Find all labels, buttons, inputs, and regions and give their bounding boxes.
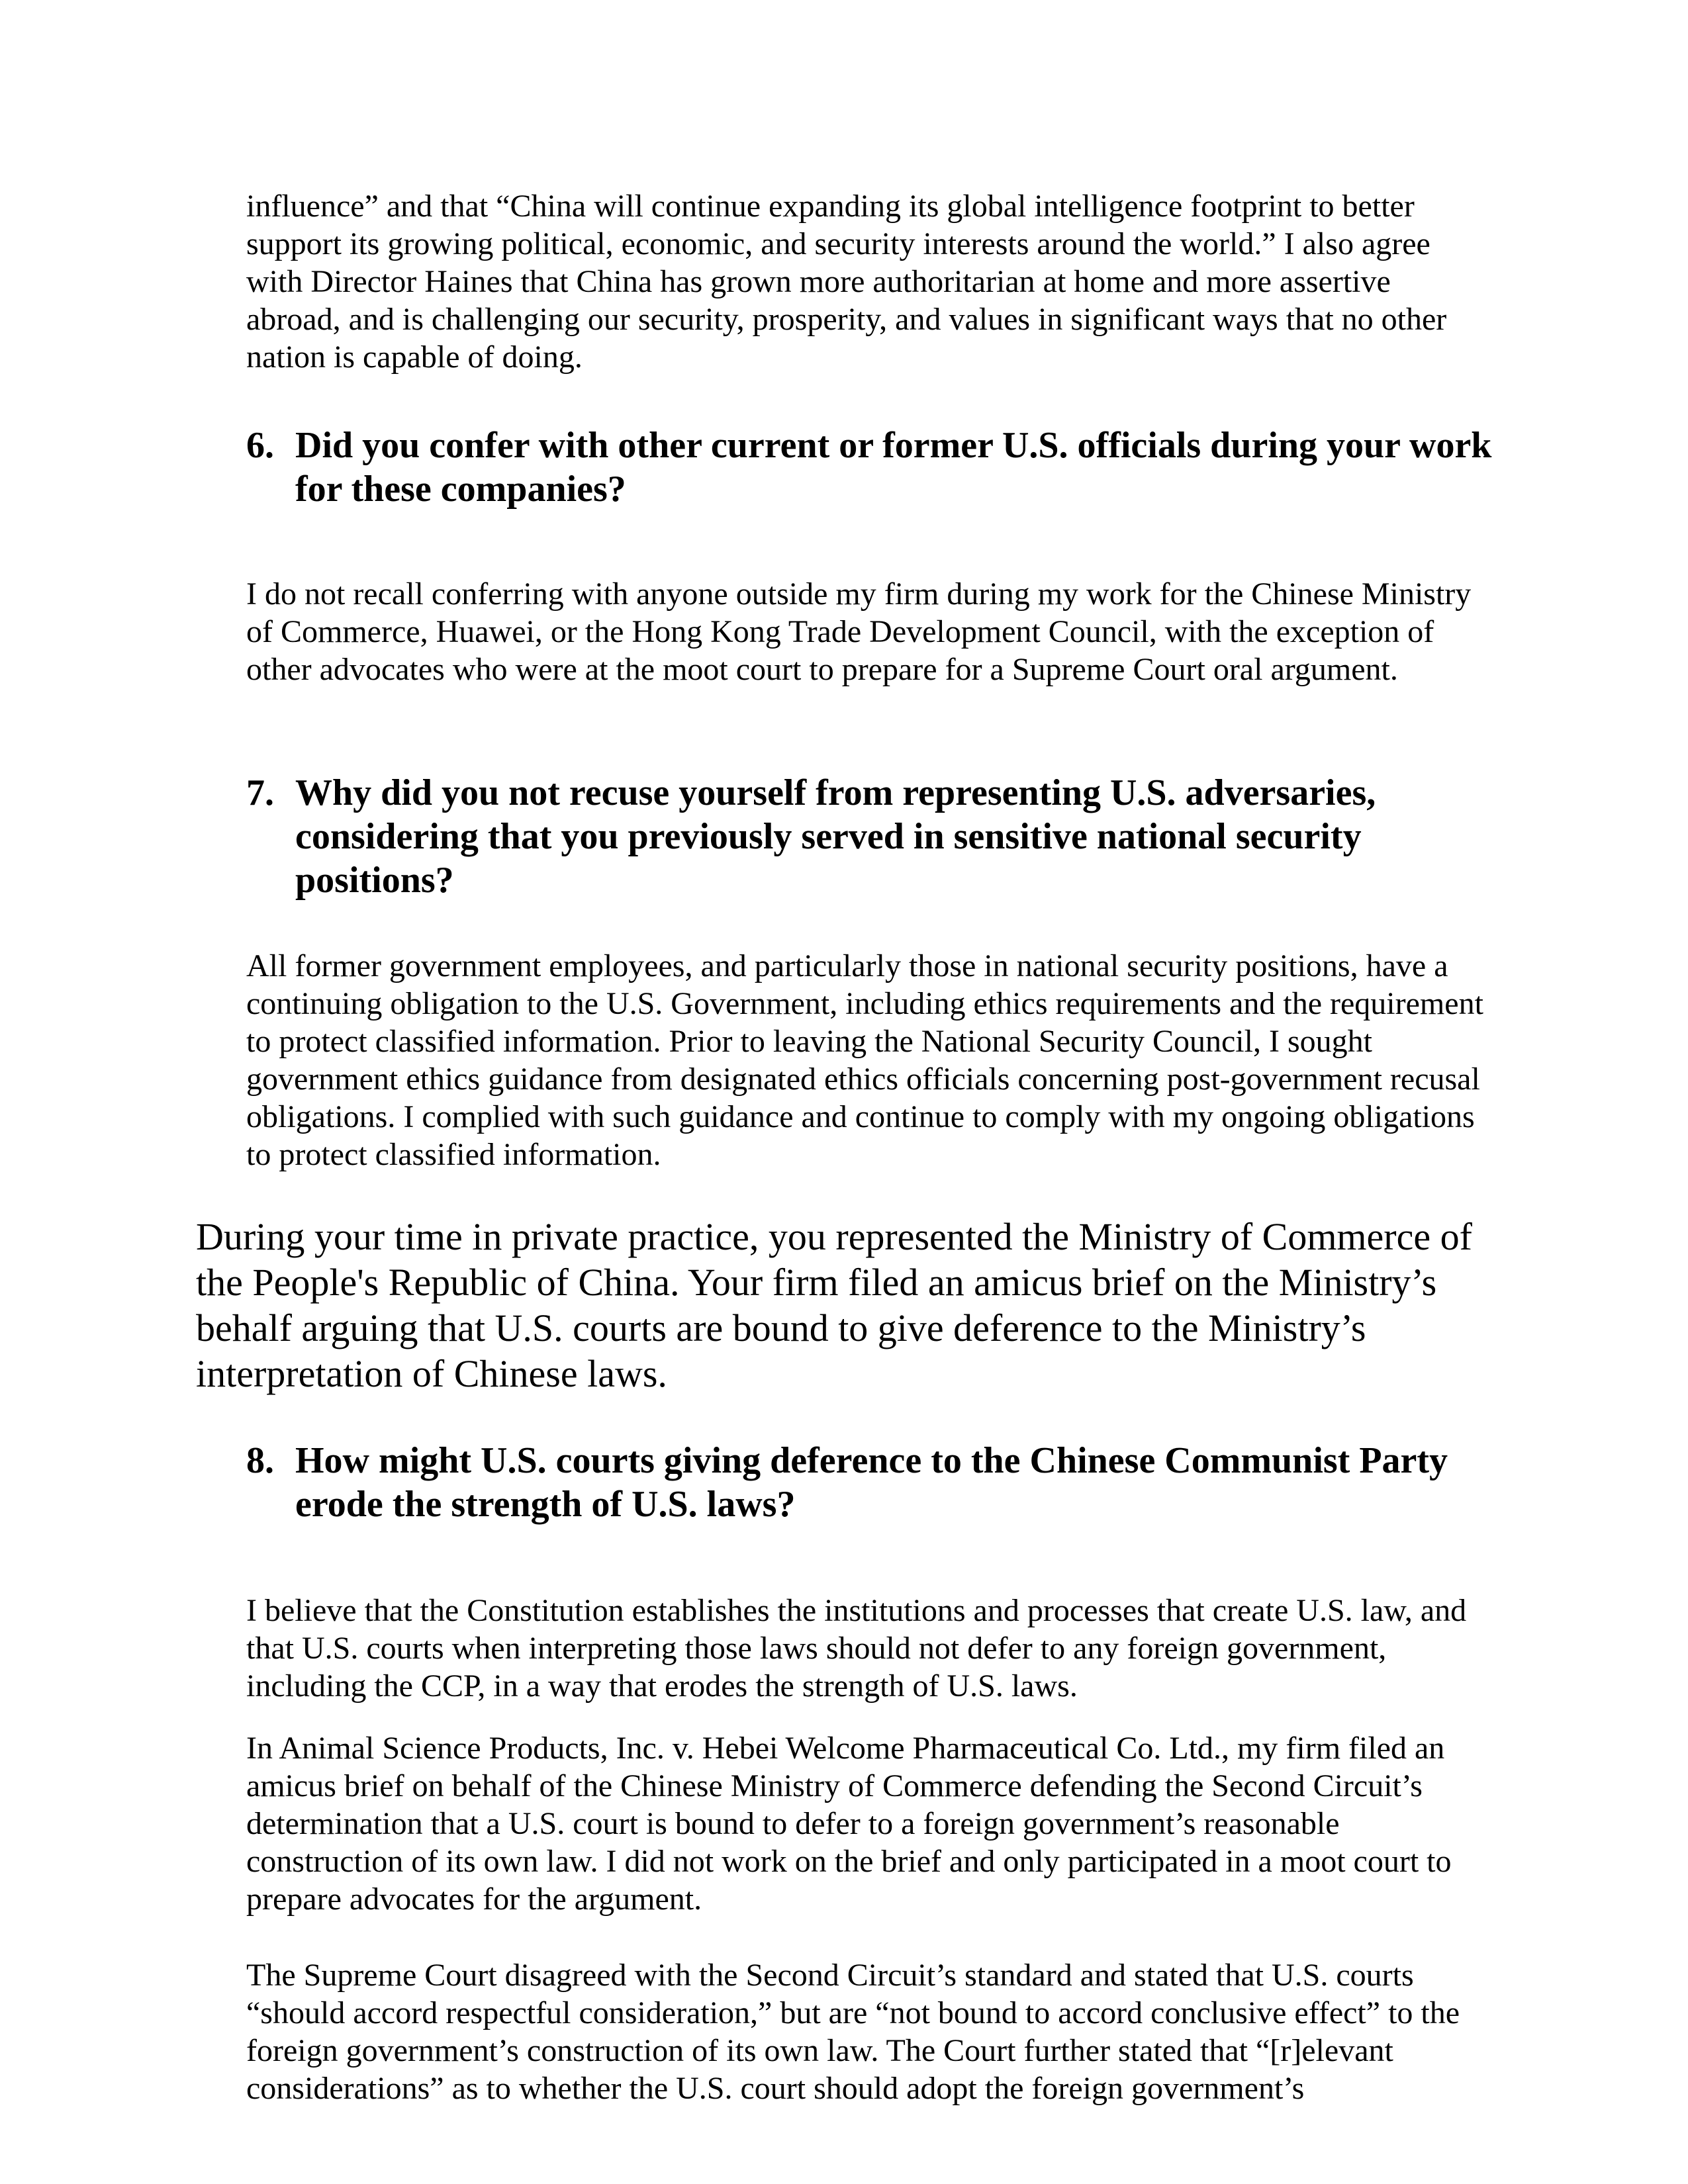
answer-8-paragraph-1: I believe that the Constitution establishes the institutions and processes that create U.S. law, and that U.S. courts when interpreting those laws should not defer to any foreign government, including the CCP, in a way that erodes the strength of U.S. laws.	[246, 1593, 1467, 1704]
paragraph-intro: influence” and that “China will continue expanding its global intelligence footprint to better support its growing political, economic, and security interests around the world.” I also agree with Director Haines that China has grown more authoritarian at home and more assertive abroad, and is challenging our security, prosperity, and values in significant ways that no other nation is capable of doing.	[246, 189, 1447, 375]
question-8-text: How might U.S. courts giving deference to the Chinese Communist Party erode the strength of U.S. laws?	[295, 1440, 1448, 1525]
answer-7: All former government employees, and particularly those in national security positions, have a continuing obligation to the U.S. Government, including ethics requirements and the requirement to protect classified information. Prior to leaving the National Security Council, I sought government ethics guidance from designated ethics officials concerning post-government recusal obligations. I complied with such guidance and continue to comply with my ongoing obligations to protect classified information.	[246, 948, 1483, 1172]
question-6-number: 6.	[246, 425, 274, 466]
answer-8-paragraph-2: In Animal Science Products, Inc. v. Hebei Welcome Pharmaceutical Co. Ltd., my firm filed an amicus brief on behalf of the Chinese Ministry of Commerce defending the Second Circuit’s determination that a U.S. court is bound to defer to a foreign government’s reasonable construction of its own law. I did not work on the brief and only participated in a moot court to prepare advocates for the argument.	[246, 1731, 1452, 1917]
question-8	[246, 1439, 1504, 1526]
question-7-number: 7.	[246, 772, 274, 813]
question-7	[246, 771, 1504, 902]
answer-8-paragraph-3: The Supreme Court disagreed with the Second Circuit’s standard and stated that U.S. courts “should accord respectful consideration,” but are “not bound to accord conclusive effect” to the foreign government’s construction of its own law. The Court further stated that “[r]elevant considerations” as to whether the U.S. court should adopt the foreign government’s	[246, 1958, 1460, 2106]
question-6-text: Did you confer with other current or former U.S. officials during your work for these companies?	[295, 425, 1492, 510]
question-8-number: 8.	[246, 1440, 274, 1481]
question-6	[246, 424, 1504, 511]
question-7-text: Why did you not recuse yourself from representing U.S. adversaries, considering that you previously served in sensitive national security positions?	[295, 772, 1376, 901]
answer-6: I do not recall conferring with anyone outside my firm during my work for the Chinese Ministry of Commerce, Huawei, or the Hong Kong Trade Development Council, with the exception of other advocates who were at the moot court to prepare for a Supreme Court oral argument.	[246, 576, 1472, 687]
context-paragraph: During your time in private practice, you represented the Ministry of Commerce of the People's Republic of China. Your firm filed an amicus brief on the Ministry’s behalf arguing that U.S. courts are bound to give deference to the Ministry’s interpretation of Chinese laws.	[196, 1215, 1472, 1395]
